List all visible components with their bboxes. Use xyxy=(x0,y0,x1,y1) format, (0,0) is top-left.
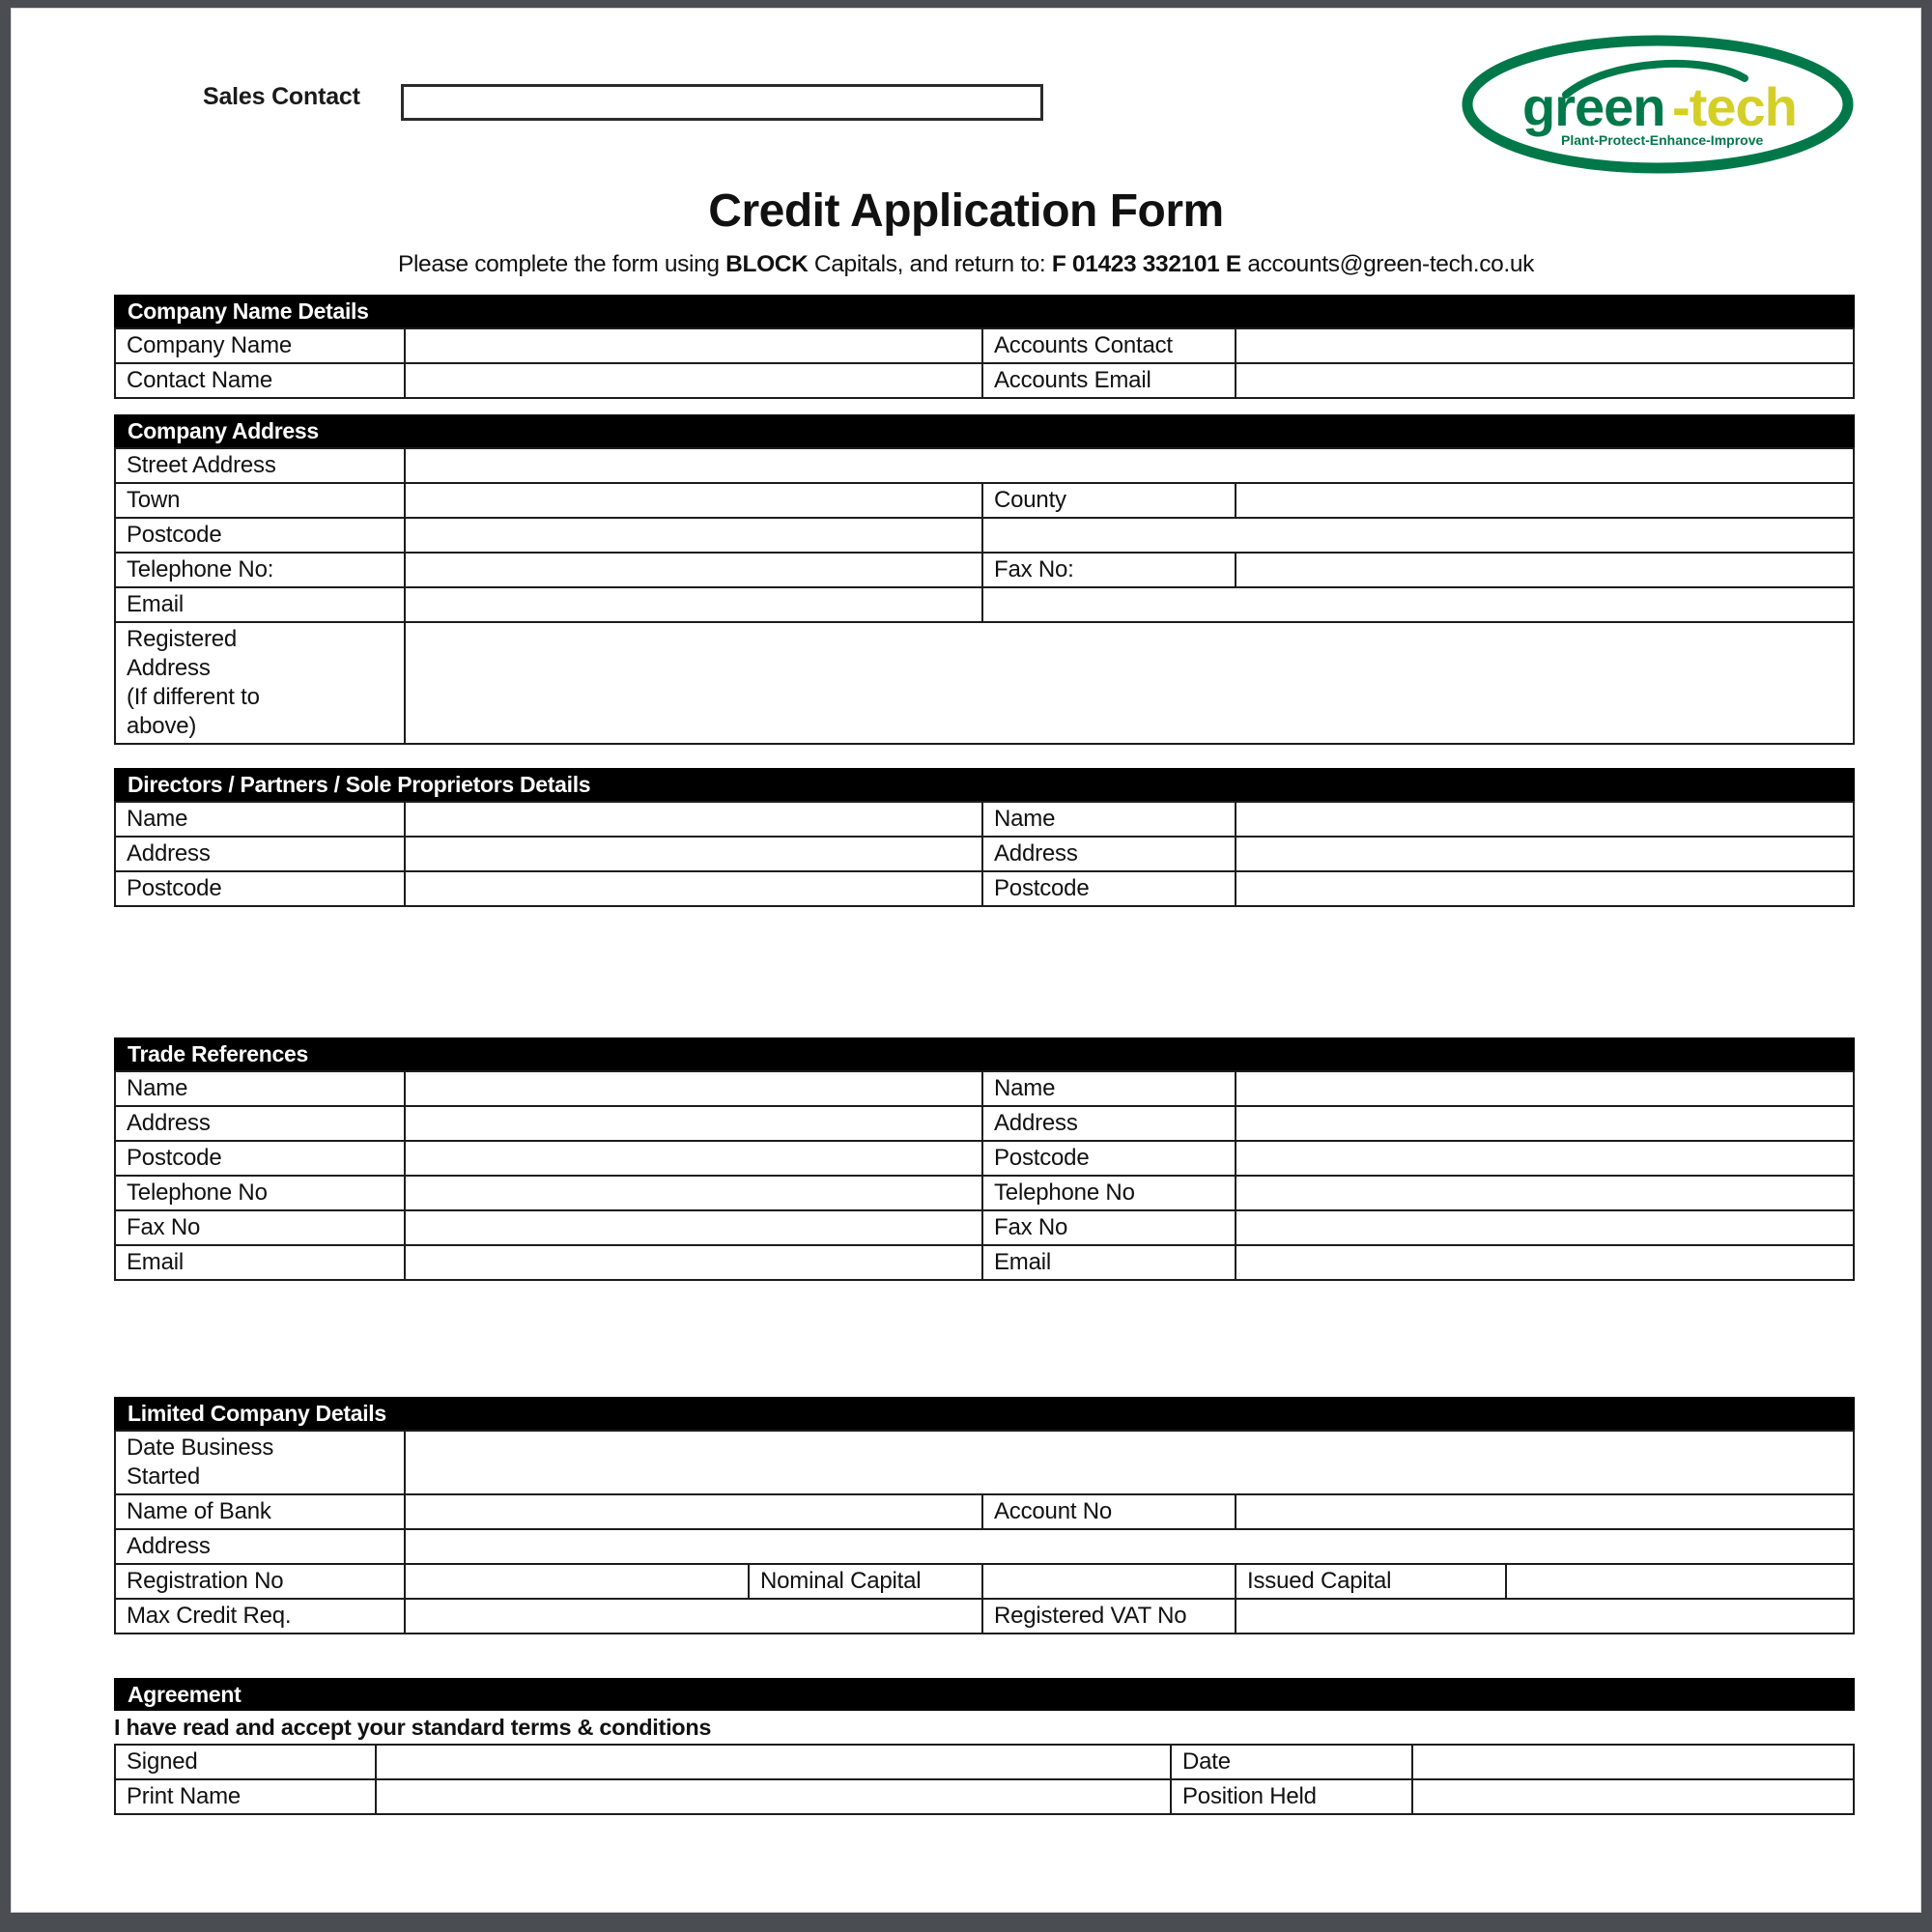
email-spacer-cell xyxy=(982,587,1854,622)
table-row xyxy=(115,1176,1854,1210)
company-name-details-table xyxy=(114,327,1855,399)
subtitle-email: accounts@green-tech.co.uk xyxy=(1240,251,1535,277)
company-name-label: Company Name xyxy=(115,328,405,363)
table-row xyxy=(115,1494,1854,1529)
agreement-table xyxy=(114,1744,1855,1815)
signed-input[interactable] xyxy=(376,1745,1171,1779)
table-row xyxy=(115,553,1854,587)
trade-references-table xyxy=(114,1070,1855,1281)
sales-contact-label: Sales Contact xyxy=(203,83,360,110)
section-agreement xyxy=(114,1678,1855,1815)
registered-address-label-line2: Address xyxy=(127,655,211,681)
trade-ref-2-telephone-label: Telephone No xyxy=(982,1176,1236,1210)
registration-no-label: Registration No xyxy=(115,1564,405,1599)
email-label: Email xyxy=(115,587,405,622)
print-name-label: Print Name xyxy=(115,1779,376,1814)
trade-ref-2-name-label: Name xyxy=(982,1071,1236,1106)
section-heading-trade-references: Trade References xyxy=(114,1037,1855,1070)
director-1-address-input[interactable] xyxy=(405,837,982,871)
print-name-input[interactable] xyxy=(376,1779,1171,1814)
issued-capital-input[interactable] xyxy=(1506,1564,1854,1599)
account-no-label: Account No xyxy=(982,1494,1236,1529)
trade-ref-2-fax-label: Fax No xyxy=(982,1210,1236,1245)
trade-ref-2-email-label: Email xyxy=(982,1245,1236,1280)
account-no-input[interactable] xyxy=(1236,1494,1854,1529)
section-heading-directors: Directors / Partners / Sole Proprietors Details xyxy=(114,768,1855,801)
table-row xyxy=(115,1564,1854,1599)
accounts-email-label: Accounts Email xyxy=(982,363,1236,398)
director-2-address-label: Address xyxy=(982,837,1236,871)
director-1-postcode-input[interactable] xyxy=(405,871,982,906)
trade-ref-1-name-input[interactable] xyxy=(405,1071,982,1106)
section-heading-limited-company-details: Limited Company Details xyxy=(114,1397,1855,1430)
table-row xyxy=(115,518,1854,553)
table-row xyxy=(115,448,1854,483)
subtitle-part2: Capitals, and return to: xyxy=(808,251,1052,277)
trade-ref-1-email-input[interactable] xyxy=(405,1245,982,1280)
trade-ref-2-fax-input[interactable] xyxy=(1236,1210,1854,1245)
trade-ref-1-address-input[interactable] xyxy=(405,1106,982,1141)
postcode-spacer-cell xyxy=(982,518,1854,553)
date-business-started-input[interactable] xyxy=(405,1431,1854,1494)
issued-capital-label: Issued Capital xyxy=(1236,1564,1506,1599)
date-business-started-label-line2: Started xyxy=(127,1463,200,1490)
trade-ref-1-fax-input[interactable] xyxy=(405,1210,982,1245)
svg-text:green: green xyxy=(1522,76,1665,137)
registered-address-label xyxy=(115,622,405,744)
date-business-started-label-line1: Date Business xyxy=(127,1435,274,1461)
table-row xyxy=(115,837,1854,871)
section-trade-references xyxy=(114,1037,1855,1281)
page-title: Credit Application Form xyxy=(708,185,1224,237)
postcode-input[interactable] xyxy=(405,518,982,553)
registered-address-label-line1: Registered xyxy=(127,626,238,652)
postcode-label: Postcode xyxy=(115,518,405,553)
table-row xyxy=(115,328,1854,363)
street-address-label: Street Address xyxy=(115,448,405,483)
date-business-started-label xyxy=(115,1431,405,1494)
section-company-name-details xyxy=(114,295,1855,399)
svg-text:-tech: -tech xyxy=(1672,76,1797,137)
trade-ref-1-telephone-input[interactable] xyxy=(405,1176,982,1210)
subtitle-fax: 01423 332101 xyxy=(1065,251,1226,277)
form-page xyxy=(11,8,1921,1913)
director-1-name-label: Name xyxy=(115,802,405,837)
table-row xyxy=(115,1210,1854,1245)
registered-vat-no-input[interactable] xyxy=(1236,1599,1854,1634)
town-label: Town xyxy=(115,483,405,518)
directors-table xyxy=(114,801,1855,907)
trade-ref-2-address-input[interactable] xyxy=(1236,1106,1854,1141)
registered-address-label-line3: (If different to xyxy=(127,684,260,710)
limited-company-table xyxy=(114,1430,1855,1634)
section-company-address xyxy=(114,414,1855,745)
telephone-input[interactable] xyxy=(405,553,982,587)
trade-ref-1-postcode-input[interactable] xyxy=(405,1141,982,1176)
table-row xyxy=(115,622,1854,744)
trade-ref-1-name-label: Name xyxy=(115,1071,405,1106)
table-row xyxy=(115,1599,1854,1634)
sales-contact-input[interactable] xyxy=(401,84,1043,121)
director-2-name-input[interactable] xyxy=(1236,802,1854,837)
trade-ref-2-email-input[interactable] xyxy=(1236,1245,1854,1280)
accounts-contact-input[interactable] xyxy=(1236,328,1854,363)
county-input[interactable] xyxy=(1236,483,1854,518)
max-credit-label: Max Credit Req. xyxy=(115,1599,405,1634)
contact-name-input[interactable] xyxy=(405,363,982,398)
contact-name-label: Contact Name xyxy=(115,363,405,398)
company-address-table xyxy=(114,447,1855,745)
director-1-name-input[interactable] xyxy=(405,802,982,837)
name-of-bank-input[interactable] xyxy=(405,1494,982,1529)
county-label: County xyxy=(982,483,1236,518)
max-credit-input[interactable] xyxy=(405,1599,982,1634)
table-row xyxy=(115,1431,1854,1494)
company-name-input[interactable] xyxy=(405,328,982,363)
trade-ref-1-fax-label: Fax No xyxy=(115,1210,405,1245)
table-row xyxy=(115,1106,1854,1141)
signed-label: Signed xyxy=(115,1745,376,1779)
director-1-postcode-label: Postcode xyxy=(115,871,405,906)
trade-ref-2-postcode-label: Postcode xyxy=(982,1141,1236,1176)
date-input[interactable] xyxy=(1412,1745,1854,1779)
nominal-capital-label: Nominal Capital xyxy=(749,1564,982,1599)
table-row xyxy=(115,1779,1854,1814)
subtitle-block: BLOCK xyxy=(725,251,809,277)
table-row xyxy=(115,871,1854,906)
email-input[interactable] xyxy=(405,587,982,622)
table-row xyxy=(115,1529,1854,1564)
table-row xyxy=(115,483,1854,518)
trade-ref-2-telephone-input[interactable] xyxy=(1236,1176,1854,1210)
fax-label: Fax No: xyxy=(982,553,1236,587)
subtitle-email-prefix: E xyxy=(1225,251,1241,277)
svg-text:Plant-Protect-Enhance-Improve: Plant-Protect-Enhance-Improve xyxy=(1561,132,1764,148)
green-tech-logo xyxy=(1455,32,1861,177)
subtitle-part1: Please complete the form using xyxy=(397,251,726,277)
agreement-note: I have read and accept your standard terms & conditions xyxy=(114,1715,712,1740)
director-2-address-input[interactable] xyxy=(1236,837,1854,871)
bank-address-input[interactable] xyxy=(405,1529,1854,1564)
trade-ref-1-postcode-label: Postcode xyxy=(115,1141,405,1176)
trade-ref-1-address-label: Address xyxy=(115,1106,405,1141)
director-1-address-label: Address xyxy=(115,837,405,871)
section-directors xyxy=(114,768,1855,907)
accounts-contact-label: Accounts Contact xyxy=(982,328,1236,363)
town-input[interactable] xyxy=(405,483,982,518)
table-row xyxy=(115,1141,1854,1176)
page-subtitle xyxy=(12,251,1920,278)
registration-no-input[interactable] xyxy=(405,1564,749,1599)
section-heading-agreement: Agreement xyxy=(114,1678,1855,1711)
subtitle-fax-prefix: F xyxy=(1051,251,1066,277)
table-row xyxy=(115,587,1854,622)
telephone-label: Telephone No: xyxy=(115,553,405,587)
trade-ref-2-postcode-input[interactable] xyxy=(1236,1141,1854,1176)
section-heading-company-address: Company Address xyxy=(114,414,1855,447)
table-row xyxy=(115,363,1854,398)
table-row xyxy=(115,1245,1854,1280)
registered-address-label-line4: above) xyxy=(127,713,197,739)
table-row xyxy=(115,1071,1854,1106)
trade-ref-1-telephone-label: Telephone No xyxy=(115,1176,405,1210)
registered-vat-no-label: Registered VAT No xyxy=(982,1599,1236,1634)
position-held-label: Position Held xyxy=(1171,1779,1412,1814)
section-limited-company-details xyxy=(114,1397,1855,1634)
bank-address-label: Address xyxy=(115,1529,405,1564)
trade-ref-2-name-input[interactable] xyxy=(1236,1071,1854,1106)
position-held-input[interactable] xyxy=(1412,1779,1854,1814)
trade-ref-2-address-label: Address xyxy=(982,1106,1236,1141)
date-label: Date xyxy=(1171,1745,1412,1779)
director-2-name-label: Name xyxy=(982,802,1236,837)
table-row xyxy=(115,802,1854,837)
section-heading-company-name-details: Company Name Details xyxy=(114,295,1855,327)
director-2-postcode-input[interactable] xyxy=(1236,871,1854,906)
trade-ref-1-email-label: Email xyxy=(115,1245,405,1280)
table-row xyxy=(115,1745,1854,1779)
name-of-bank-label: Name of Bank xyxy=(115,1494,405,1529)
street-address-input[interactable] xyxy=(405,448,1854,483)
director-2-postcode-label: Postcode xyxy=(982,871,1236,906)
accounts-email-input[interactable] xyxy=(1236,363,1854,398)
registered-address-input[interactable] xyxy=(405,622,1854,744)
fax-input[interactable] xyxy=(1236,553,1854,587)
nominal-capital-input[interactable] xyxy=(982,1564,1236,1599)
